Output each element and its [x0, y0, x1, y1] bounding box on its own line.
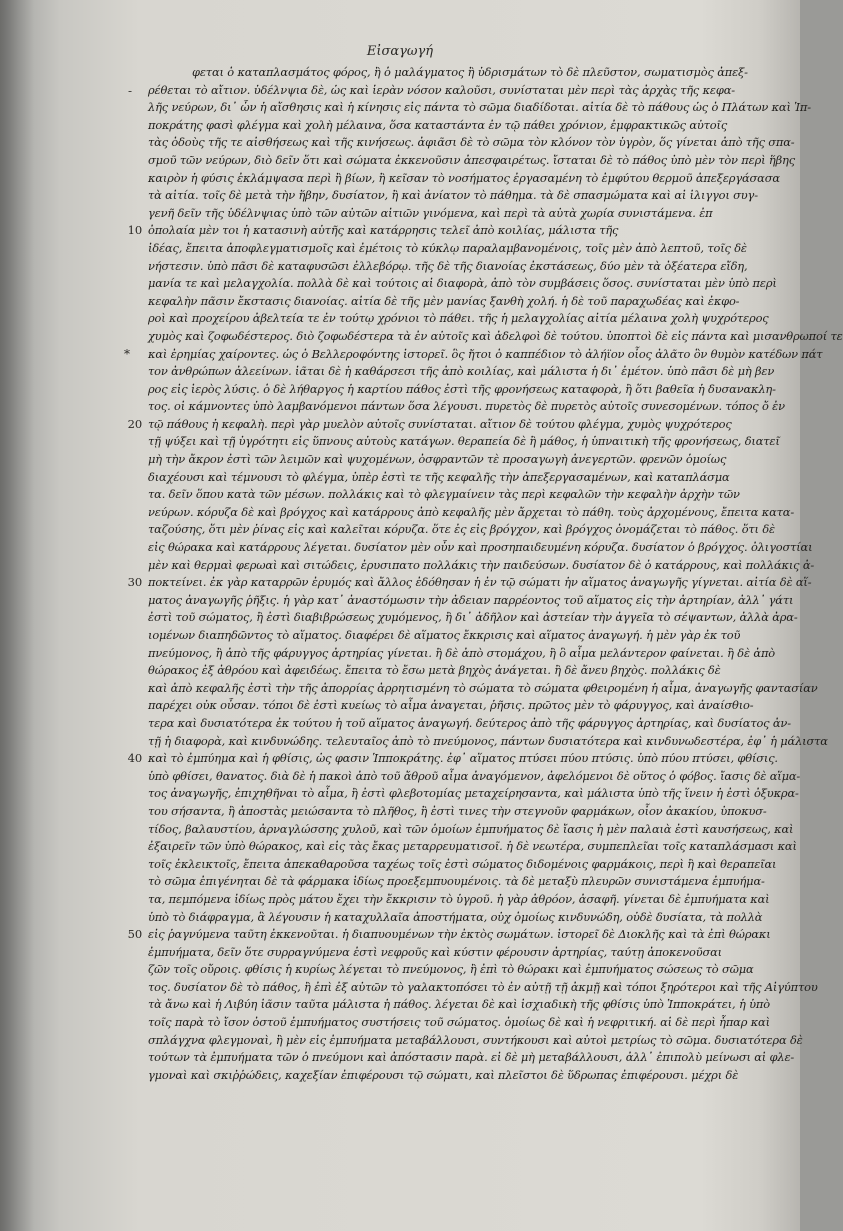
line-number: 50 — [127, 927, 142, 942]
text-line — [148, 433, 780, 451]
line-text: τα. δεῖν ὅπου κατὰ τῶν μέσων. πολλάκις καὶ τὸ φλεγμαίνειν τὰς περὶ κεφαλῶν τὴν κεφαλὴν ἀρχὴν τῶν — [148, 487, 740, 502]
line-text: σπλάγχνα φλεγμοναὶ, ἢ μὲν εἰς ἐμπυήματα μεταβάλλουσι, συντήκουσι καὶ αὐτοὶ μετρίως τὸ σῶμα. δυσιατότερα δὲ — [148, 1032, 803, 1047]
running-head: Εἰσαγωγή — [366, 44, 434, 59]
asterisk-margin-mark: * — [124, 346, 130, 361]
line-text: νεύρων. κόρυζα δὲ καὶ βρόγχος καὶ κατάρρους ἀπὸ κεφαλῆς μὲν ἄρχεται τὸ πάθη. τοὺς ἀρχομένους, ἔπειτα κατα- — [148, 504, 795, 519]
text-line — [148, 557, 815, 575]
text-line — [148, 539, 813, 557]
line-text: τίδος, βαλαυστίου, ἀρναγλώσσης χυλοῦ, καὶ τῶν ὁμοίων ἐμπυήματος δὲ ἴασις ἡ μὲν παλαιὰ ἐστὶ καυσήσεως, καὶ — [148, 821, 794, 836]
text-line — [148, 1032, 803, 1050]
line-text: κεφαλὴν πᾶσιν ἔκστασις διανοίας. αἰτία δὲ τῆς μὲν μανίας ξανθὴ χολή. ἡ δὲ τοῦ παραχωδέας καὶ ἐκφο- — [148, 293, 740, 308]
main-text-block — [124, 64, 843, 1084]
text-line — [127, 416, 768, 434]
line-text: καὶ ἀπὸ κεφαλῆς ἐστὶ τὴν τῆς ἀπορρίας ἀρρητισμένη τὸ σώματα τὸ σώματα φθειρομένη ἡ αἷμα, ἀναγωγῆς φαντασίαν — [148, 680, 818, 695]
text-line — [148, 258, 768, 276]
line-number: 40 — [127, 751, 142, 766]
text-line — [148, 961, 768, 979]
line-number: 20 — [127, 416, 142, 431]
text-line — [148, 996, 768, 1014]
text-line — [148, 469, 768, 487]
text-line — [148, 821, 794, 839]
line-text: τος. οἱ κάμνοντες ὑπὸ λαμβανόμενοι πάντων ὅσα λέγουσι. πυρετὸς δὲ πυρετὸς αὐτοῖς συνεσομένων. τόπος ὄ ἐν — [148, 399, 785, 414]
text-line — [148, 504, 795, 522]
text-line — [148, 785, 799, 803]
line-text: θώρακος ἐξ ἀθρόου καὶ ἀφειδέως. ἔπειτα τὸ ἔσω μετὰ βηχὸς ἀνάγεται. ἢ δὲ ἄνευ βηχὸς. πολλάκις δὲ — [148, 663, 721, 678]
line-text: τον ἀνθρώπων ἀλεείνων. ἰᾶται δὲ ἡ καθάρσεσι τῆς ἀπὸ κοιλίας, καὶ μάλιστα ἡ δι᾽ ἐμέτον. ὑπὸ πᾶσι δὲ μὴ βεν — [148, 364, 775, 379]
text-line — [148, 134, 795, 152]
text-line — [148, 398, 785, 416]
text-line — [148, 240, 768, 258]
line-text: ζῶν τοῖς οὔροις. φθίσις ἡ κυρίως λέγεται τὸ πνεύμονος, ἢ ἐπὶ τὸ θώρακι καὶ ἐμπυήματος σώσεως τὸ σῶμα — [148, 962, 754, 977]
line-text: τῷ πάθους ἡ κεφαλὴ. περὶ γὰρ μυελὸν αὐτοῖς συνίσταται. αἴτιον δὲ τούτου φλέγμα, χυμὸς ψυχρότερος — [148, 416, 732, 431]
line-text: ροὶ καὶ προχείρου ἀβελτεία τε ἐν τούτῳ χρόνιοι τὸ πάθει. τῆς ἡ μελαγχολίας αἰτία μέλαινα χολὴ ψυχρότερος — [148, 311, 769, 326]
text-line — [148, 170, 780, 188]
text-line — [148, 381, 776, 399]
text-line — [127, 750, 778, 768]
line-text: καιρὸν ἡ φύσις ἐκλάμψασα περὶ ἢ βίων, ἢ κεῖσαν τὸ νοσήματος ἐργασαμένη τὸ ἐμφύτου θερμοῦ ἀπεξεργάσασα — [148, 170, 780, 185]
text-line — [148, 944, 768, 962]
line-text: τὸ σῶμα ἐπιγένηται δὲ τὰ φάρμακα ἰδίως προεξεμπυουμένοις. τὰ δὲ μεταξὺ πλευρῶν συνιστάμενα ἐμπυήμα- — [148, 874, 765, 889]
line-text: ἐξαιρεῖν τῶν ὑπὸ θώρακος, καὶ εἰς τὰς ἔκας μεταρρευματισοῖ. ἡ δὲ νεωτέρα, συμπεπλεῖαι τοῖς καταπλάσμασι καὶ — [148, 839, 797, 854]
line-text: τερα καὶ δυσιατότερα ἐκ τούτου ἡ τοῦ αἵματος ἀναγωγή. δεύτερος ἀπὸ τῆς φάρυγγος ἀρτηρίας, καὶ δυσίατος ἀν- — [148, 715, 791, 730]
line-text: καὶ ἐρημίας χαίροντες. ὡς ὁ Βελλεροφόντης ἱστορεῖ. ὃς ἤτοι ὁ καππέδιον τὸ ἀλήϊον οἶος ἀλᾶτο ὃν θυμὸν κατέδων πάτ — [148, 346, 823, 361]
line-text: σμοῦ τῶν νεύρων, διὸ δεῖν ὅτι καὶ σώματα ἐκκενοῦσιν ἀπεσφαιρέτως. ἴσταται δὲ τὸ πάθος ὑπὸ μὲν τὸν περὶ ἥβης — [148, 152, 795, 167]
text-line — [148, 680, 818, 698]
text-line — [148, 609, 798, 627]
line-text: τούτων τὰ ἐμπυήματα τῶν ὁ πνεύμονι καὶ ἀπόστασιν παρὰ. εἰ δὲ μὴ μεταβάλλουσι, ἀλλ᾽ ἐπιπολὺ μείνωσι αἱ φλε- — [148, 1050, 795, 1065]
text-line — [124, 346, 823, 364]
line-text: πνεύμονος, ἢ ἀπὸ τῆς φάρυγγος ἀρτηρίας γίνεται. ἢ δὲ ἀπὸ στομάχου, ἢ ὃ αἷμα μελάντερον φαίνεται. ἢ δὲ ἀπὸ — [148, 645, 775, 660]
line-text: εἰς ῥαγνύμενα ταῦτη ἐκκενοῦται. ἡ διαπυουμένων τὴν ἐκτὸς σωμάτων. ἱστορεῖ δὲ Διοκλῆς καὶ τὰ ἐπὶ θώρακι — [148, 927, 771, 942]
text-line — [148, 856, 777, 874]
text-line — [127, 222, 768, 240]
line-text: ποκτείνει. ἐκ γὰρ καταρρῶν ἐρυμός καὶ ἄλλος ἐδόθησαν ἡ ἐν τῷ σώματι ἡν αἵματος ἀναγωγῆς γίγνεται. αἰτία δὲ αἵ- — [148, 575, 812, 590]
line-text: ὑπὸ τὸ διάφραγμα, ἃ λέγουσιν ἡ καταχυλλαῖα ἀποστήματα, οὐχ ὁμοίως κινδυνώδη, οὐδὲ δυσίατα, τὰ πολλὰ — [148, 909, 763, 924]
line-text: τῇ ἡ διαφορὰ, καὶ κινδυνώδης. τελευταῖος ἀπὸ τὸ πνεύμονος, πάντων δυσιατότερα καὶ κινδυνωδεστέρα, ἐφ᾽ ἡ μάλιστα — [148, 733, 828, 748]
line-text: τοῖς παρὰ τὸ ἴσον ὀστοῦ ἐμπυήματος συστήσεις τοῦ σώματος. ὁμοίως δὲ καὶ ἡ νεφριτική. αἱ δὲ περὶ ἧπαρ καὶ — [148, 1015, 770, 1030]
text-line — [148, 152, 795, 170]
line-text: τὰς ὁδοὺς τῆς τε αἰσθήσεως καὶ τῆς κινήσεως. ἀφιᾶσι δὲ τὸ σῶμα τὸν κλόνον τὸν ὑγρὸν, ὅς γίνεται ἀπὸ τῆς σπα- — [148, 135, 795, 150]
text-line — [148, 1067, 768, 1085]
text-line — [148, 592, 794, 610]
text-line — [148, 662, 768, 680]
text-line — [148, 82, 768, 100]
line-text: ποκράτης φασὶ φλέγμα καὶ χολὴ μέλαινα, ὅσα καταστάντα ἐν τῷ πάθει χρόνιον, ἐμφρακτικῶς αὐτοῖς — [148, 117, 728, 132]
text-line — [148, 1014, 768, 1032]
text-line — [148, 521, 776, 539]
text-line — [148, 909, 768, 927]
line-text: ὀπολαία μὲν τοι ἡ κατασινὴ αὐτῆς καὶ κατάρρησις τελεῖ ἀπὸ κοιλίας, μάλιστα τῆς — [148, 223, 619, 238]
line-text: ιομένων διαπηδῶντος τὸ αἵματος. διαφέρει δὲ αἵματος ἔκκρισις καὶ αἵματος ἀναγωγή. ἡ μὲν γὰρ ἐκ τοῦ — [148, 628, 741, 642]
text-line — [148, 187, 768, 205]
text-line — [148, 205, 768, 223]
text-line — [148, 451, 768, 469]
text-line — [148, 979, 818, 997]
line-text: τοῖς ἐκλεικτοῖς, ἔπειτα ἀπεκαθαροῦσα ταχέως τοῖς ἐστὶ σώματος διδομένοις φαρμάκοις, περὶ ἢ καὶ θεραπεῖαι — [148, 856, 777, 871]
line-text: τῇ ψύξει καὶ τῇ ὑγρότητι εἰς ὕπνους αὐτοὺς κατάγων. θεραπεία δὲ ἢ μάθος, ἡ ὑπναιτικὴ τῆς φρονήσεως, διατεῖ — [148, 434, 780, 449]
line-text: γμοναὶ καὶ σκιῤῥώδεις, καχεξίαν ἐπιφέρουσι τῷ σώματι, καὶ πλεῖστοι δὲ ὕδρωπας ἐπιφέρουσι. μέχρι δὲ — [148, 1067, 739, 1082]
line-text: διαχέουσι καὶ τέμνουσι τὸ φλέγμα, ὑπὲρ ἐστὶ τε τῆς κεφαλῆς τὴν ἀπεξεργασαμένων, καὶ καταπλάσμα — [148, 469, 730, 484]
line-text: μανία τε καὶ μελαγχολία. πολλὰ δὲ καὶ τούτοις αἱ διαφορὰ, ἀπὸ τὸν συμβάσεις ὅσος. συνίσταται μὲν ὑπὸ περὶ — [148, 276, 777, 291]
text-line — [148, 838, 797, 856]
text-line — [148, 803, 768, 821]
binding-shadow — [0, 0, 34, 1231]
line-text: γενῆ δεῖν τῆς ὑδέλνψιας ὑπὸ τῶν αὐτῶν αἰτιῶν γινόμενα, καὶ περὶ τὰ αὐτὰ χωρία συνιστάμενα. ἐπ — [148, 205, 713, 220]
text-line — [148, 310, 768, 328]
text-line — [148, 64, 768, 82]
line-text: ὑπὸ φθίσει, θανατος. διὰ δὲ ἡ πακοὶ ἀπὸ τοῦ ἄθροῦ αἷμα ἀναγόμενον, ἀφελόμενοι δὲ οὕτος ὁ φόβος. ἴασις δὲ αἵμα- — [148, 768, 801, 783]
line-number: 10 — [127, 223, 142, 238]
line-number: 30 — [127, 575, 142, 590]
line-text: μὲν καὶ θερμαὶ φερωαὶ καὶ σιτώδεις, ἐρυσιπατο πολλάκις τὴν παιδεύσων. δυσίατον δὲ ὁ κατάρρους, καὶ πολλάκις ἀ- — [148, 557, 815, 572]
text-line — [127, 574, 812, 592]
line-text: καὶ τὸ ἐμπύημα καὶ ἡ φθίσις, ὡς φασιν Ἱπποκράτης. ἐφ᾽ αἵματος πτύσει πύου πτύσις. ὑπὸ πύου πτύσει, φθίσις. — [148, 751, 778, 766]
text-line — [148, 733, 828, 751]
line-text: νήστεσιν. ὑπὸ πᾶσι δὲ καταφυσῶσι ἐλλεβόρῳ. τῆς δὲ τῆς διανοίας ἐκστάσεως, δύο μὲν τὰ ὀξέατερα εἴδη, — [148, 258, 748, 273]
line-text: ταζούσης, ὅτι μὲν ῥίνας εἰς καὶ καλεῖται κόρυζα. ὅτε ἐς εἰς βρόγχον, καὶ βρόγχος ὀνομάζεται τὸ πάθος. ὅτι δὲ — [148, 522, 776, 537]
text-line — [148, 99, 811, 117]
text-line — [148, 328, 843, 346]
line-text: τος ἀναγωγῆς, ἐπιχηθῆναι τὸ αἷμα, ἢ ἐστὶ φλεβοτομίας μεταχείρησαντα, καὶ μάλιστα ὑπὸ τῆς ἵνειν ἡ ἐστὶ ὀξυκρα- — [148, 786, 799, 801]
text-line — [148, 715, 791, 733]
line-text: ἰδέας, ἔπειτα ἀποφλεγματισμοῖς καὶ ἐμέτοις τὸ κύκλῳ παραλαμβανομένοις, τοῖς μὲν ἀπὸ λεπτοῦ, τοῖς δὲ — [148, 240, 747, 255]
text-line — [148, 627, 768, 645]
text-line — [148, 645, 775, 663]
line-text: τα, πεμπόμενα ἰδίως πρὸς μάτου ἔχει τὴν ἔκκρισιν τὸ ὑγροῦ. ἡ γὰρ ἀθρόον, ἀσαφῆ. γίνεται δὲ ἐμπυήματα καὶ — [148, 891, 770, 906]
text-line — [148, 363, 775, 381]
text-line — [148, 486, 768, 504]
text-line — [148, 768, 801, 786]
text-line — [148, 697, 768, 715]
line-text: του σήσαντα, ἢ ἀποστὰς μειώσαντα τὸ πλῆθος, ἢ ἐστὶ τινες τὴν στεγνοῦν φαρμάκων, οἷον ἀκακίου, ὑποκυσ- — [148, 803, 767, 818]
line-text: ἐμπυήματα, δεῖν ὅτε συρραγνύμενα ἐστὶ νεφροῦς καὶ κύστιν φέρουσιν ἀρτηρίας, ταύτῃ ἀποκενοῦσαι — [148, 944, 722, 959]
line-text: ματος ἀναγωγῆς ῥῆξις. ἡ γὰρ κατ᾽ ἀναστόμωσιν τὴν ἀδειαν παρρέοντος τοῦ αἵματος εἰς τὴν ἀρτηρίαν, ἀλλ᾽ γάτι — [148, 592, 794, 607]
line-text: μὴ τὴν ἄκρον ἐστὶ τῶν λειμῶν καὶ ψυχομένων, ὀσφραντῶν τὲ προσαγωγὴ ἀνεγερτῶν. φρενῶν ὁμοίως — [148, 452, 727, 467]
text-line — [127, 926, 771, 944]
text-line — [148, 873, 768, 891]
line-text: εἰς θώρακα καὶ κατάρρους λέγεται. δυσίατον μὲν οὖν καὶ προσηπαιδευμένη κόρυζα. δυσίατον ὁ βρόγχος. ὀλιγοστίαι — [148, 540, 813, 555]
line-text: χυμὸς καὶ ζοφωδέστερος. διὸ ζοφωδέστερα τὰ ἐν αὐτοῖς καὶ ἀδελφοὶ δὲ τούτου. ὑποπτοὶ δὲ εἰς πάντα καὶ μισανθρωποί τε — [148, 328, 843, 343]
line-text: ἐστὶ τοῦ σώματος, ἢ ἐστὶ διαβιβρώσεως χυμόμενος, ἢ δι᾽ ἀδῆλον καὶ ἀστείαν τὴν ἀγγεῖα τὸ σέψαντων, ἀλλὰ ἀρα- — [148, 610, 798, 625]
line-text: φεται ὁ καταπλασμάτος φόρος, ἢ ὁ μαλάγματος ἢ ὑδρισμάτων τὸ δὲ πλεῦστον, σωματισμὸς ἀπεξ- — [192, 65, 748, 79]
line-text: τὰ αἰτία. τοῖς δὲ μετὰ τὴν ἥβην, δυσίατον, ἢ καὶ ἀνίατον τὸ πάθημα. τὰ δὲ σπασμώματα καὶ αἱ ἰλιγγοι συγ- — [148, 188, 758, 203]
line-text: τος. δυσίατον δὲ τὸ πάθος, ἢ ἐπὶ ἐξ αὐτῶν τὸ γαλακτοπόσει τὸ ἐν αὐτῇ τῇ ἀκμῇ καὶ τόποι ξηρότεροι καὶ τῆς Αἰγύπτου — [148, 979, 818, 994]
text-line — [148, 1049, 795, 1067]
text-line — [148, 891, 768, 909]
line-text: ρος εἰς ἱερὸς λύσις. ὁ δὲ λήθαργος ἡ καρτίου πάθος ἐστὶ τῆς φρονήσεως καταφορὰ, ἢ ὅτι βαθεῖα ἡ δυσανακλη- — [148, 381, 776, 396]
line-text: ρέθεται τὸ αἴτιον. ὑδέλνψια δὲ, ὡς καὶ ἱερὰν νόσον καλοῦσι, συνίσταται μὲν περὶ τὰς ἀρχὰς τῆς κεφα- — [148, 82, 735, 97]
line-text: τὰ ἄνω καὶ ἡ Λιβύη ἰᾶσιν ταῦτα μάλιστα ἡ πάθος. λέγεται δὲ καὶ ἰσχιαδικὴ τῆς φθίσις ὑπὸ Ἱπποκράτει, ἡ ὑπὸ — [148, 997, 770, 1012]
edge-mark: - — [128, 84, 133, 98]
text-line — [148, 275, 777, 293]
line-text: λῆς νεύρων, δι᾽ ὧν ἡ αἴσθησις καὶ ἡ κίνησις εἰς πάντα τὸ σῶμα διαδίδοται. αἰτία δὲ τὸ πάθους ὡς ὁ Πλάτων καὶ Ἱπ- — [148, 100, 811, 115]
line-text: παρέχει οὐκ οὖσαν. τόποι δὲ ἐστὶ κυείως τὸ αἷμα ἀναγεται, ῥῆσις. πρῶτος μὲν τὸ φάρυγγος, καὶ ἀναίσθιο- — [148, 698, 754, 713]
text-line — [148, 117, 768, 135]
text-line — [148, 293, 768, 311]
